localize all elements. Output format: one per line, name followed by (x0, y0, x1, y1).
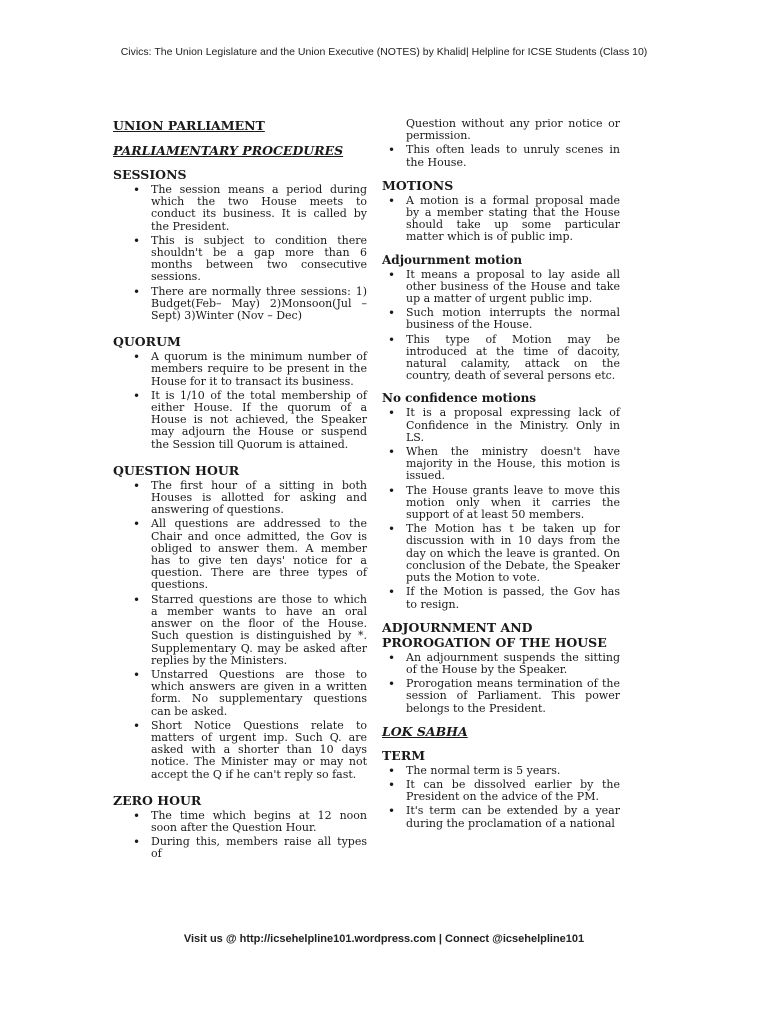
section-title-union-parliament: UNION PARLIAMENT (113, 118, 265, 133)
list-item: • An adjournment suspends the sitting of the House by the Speaker. (382, 652, 620, 676)
list-item: • The first hour of a sitting in both Houses is allotted for asking and answering of questions. (113, 480, 367, 517)
no-confidence-list (382, 407, 620, 610)
list-item: • During this, members raise all types of (113, 836, 367, 860)
list-item: • It can be dissolved earlier by the President on the advice of the PM. (382, 779, 620, 803)
term-list (382, 765, 620, 830)
list-item: • It's term can be extended by a year during the proclamation of a national (382, 805, 620, 829)
motions-list (382, 195, 620, 244)
continued-text: Question without any prior notice or permission. (406, 117, 620, 143)
page-header: Civics: The Union Legislature and the Union Executive (NOTES) by Khalid| Helpline for ICSE Students (Class 10) (120, 46, 648, 58)
left-column (113, 118, 367, 863)
list-item: • Unstarred Questions are those to which answers are given in a written form. No supplementary questions can be asked. (113, 669, 367, 718)
list-item: • It means a proposal to lay aside all other business of the House and take up a matter of urgent public imp. (382, 269, 620, 306)
list-item: • Such motion interrupts the normal business of the House. (382, 307, 620, 331)
list-item: • The House grants leave to move this motion only when it carries the support of at least 50 members. (382, 485, 620, 522)
list-item: • If the Motion is passed, the Gov has to resign. (382, 586, 620, 610)
heading-adjournment-prorogation: ADJOURNMENT AND PROROGATION OF THE HOUSE (382, 619, 607, 650)
list-item: • Short Notice Questions relate to matters of urgent imp. Such Q. are asked with a shorter than 10 days notice. The Minister may or may not accept the Q if he can't reply so fast. (113, 720, 367, 781)
heading-question-hour: QUESTION HOUR (113, 462, 240, 478)
list-item: • It is a proposal expressing lack of Confidence in the Ministry. Only in LS. (382, 407, 620, 444)
heading-sessions: SESSIONS (113, 167, 187, 182)
list-item: • The Motion has t be taken up for discussion with in 10 days from the day on which the leave is granted. On conclusion of the Debate, the Speaker puts the Motion to vote. (382, 523, 620, 584)
page-footer: Visit us @ http://icsehelpline101.wordpress.com | Connect @icsehelpline101 (183, 933, 585, 945)
list-item: • This is subject to condition there shouldn't be a gap more than 6 months between two consecutive sessions. (113, 235, 367, 284)
sessions-list (113, 184, 367, 322)
list-item: • A quorum is the minimum number of members require to be present in the House for it to transact its business. (113, 351, 367, 388)
list-item: • It is 1/10 of the total membership of either House. If the quorum of a House is not achieved, the Speaker may adjourn the House or suspend the Session till Quorum is attained. (113, 390, 367, 451)
list-item: • There are normally three sessions: 1) Budget(Feb– May) 2)Monsoon(Jul – Sept) 3)Winter (Nov – Dec) (113, 286, 367, 323)
adjournment-motion-list (382, 269, 620, 383)
heading-zero-hour: ZERO HOUR (113, 792, 202, 808)
heading-no-confidence-motions: No confidence motions (382, 391, 537, 406)
list-item: • A motion is a formal proposal made by a member stating that the House should take up some particular matter which is of public imp. (382, 195, 620, 244)
list-item: • The normal term is 5 years. (382, 765, 620, 777)
section-subtitle-parliamentary-procedures: PARLIAMENTARY PROCEDURES (113, 143, 344, 158)
list-item: • Starred questions are those to which a member wants to have an oral answer on the floor of the House. Such question is distinguished by *. Supplementary Q. may be asked after replies by the Ministers. (113, 594, 367, 667)
list-item: • This often leads to unruly scenes in the House. (382, 144, 620, 168)
list-item: • Prorogation means termination of the session of Parliament. This power belongs to the President. (382, 678, 620, 715)
adjournment-prorogation-list (382, 652, 620, 715)
question-hour-list (113, 480, 367, 781)
zero-hour-list (113, 810, 367, 861)
heading-term: TERM (382, 747, 426, 763)
right-column (382, 118, 620, 832)
heading-quorum: QUORUM (113, 334, 181, 350)
heading-lok-sabha: LOK SABHA (382, 723, 468, 739)
quorum-list (113, 351, 367, 451)
list-item: • This type of Motion may be introduced at the time of dacoity, natural calamity, attack on the country, death of several persons etc. (382, 334, 620, 383)
list-item: • The time which begins at 12 noon soon after the Question Hour. (113, 810, 367, 834)
heading-motions: MOTIONS (382, 177, 454, 193)
list-item: • All questions are addressed to the Chair and once admitted, the Gov is obliged to answer them. A member has to give ten days' notice for a question. There are three types of questions. (113, 518, 367, 591)
zero-hour-continued-list (382, 144, 620, 168)
list-item: • The session means a period during which the two House meets to conduct its business. It is called by the President. (113, 184, 367, 233)
heading-adjournment-motion: Adjournment motion (382, 252, 523, 267)
list-item: • When the ministry doesn't have majority in the House, this motion is issued. (382, 446, 620, 483)
